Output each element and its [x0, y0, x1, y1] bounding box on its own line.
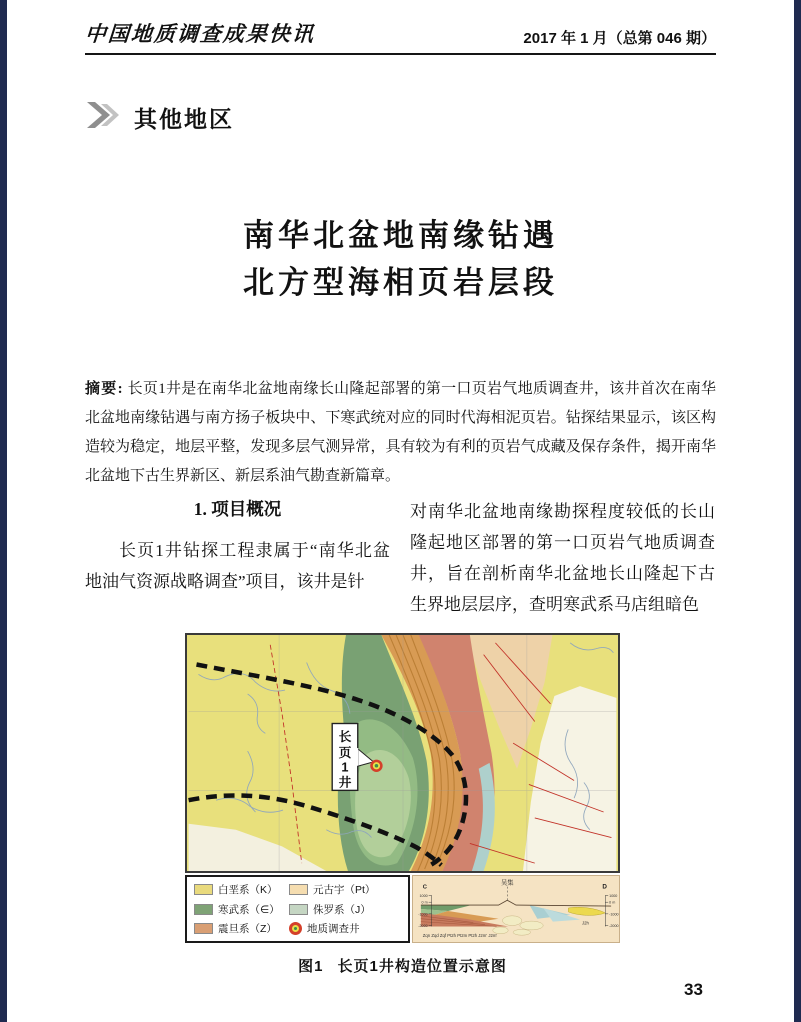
svg-text:-1000: -1000 [609, 912, 619, 917]
page-header [85, 18, 716, 55]
svg-text:D: D [602, 883, 607, 891]
map-legend [185, 875, 410, 943]
figure-bottom-row [185, 875, 620, 943]
svg-text:页: 页 [338, 744, 352, 760]
left-column [85, 496, 390, 620]
svg-text:-2000: -2000 [418, 923, 428, 928]
well-marker [372, 761, 382, 771]
double-chevron-icon [85, 100, 123, 135]
svg-text:1: 1 [341, 759, 349, 775]
section-heading [85, 100, 234, 135]
cross-section-svg [412, 875, 620, 943]
svg-text:1000: 1000 [609, 893, 618, 898]
legend-label: 地质调查井 [306, 923, 360, 935]
page-edge-bar-left [0, 0, 7, 1022]
svg-text:J2h: J2h [582, 920, 589, 926]
abstract-text: 长页1井是在南华北盆地南缘长山隆起部署的第一口页岩气地质调查井，该井首次在南华北盆地南缘钻遇与南方扬子板块中、下寒武统对应的同时代海相泥页岩。钻探结果显示，该区构造较为稳定，地层平整，发现多层气测异常，具有较为有利的页岩气成藏及保存条件，揭开南华北盆地下古生界新区、新层系油气勘查新篇章。 [85, 381, 717, 484]
legend-swatch-k [194, 884, 213, 895]
legend-label: 白垩系（K） [218, 884, 278, 896]
legend-swatch-j [289, 904, 308, 915]
body-columns [85, 496, 716, 620]
article-title [85, 212, 716, 306]
article-title-line2: 北方型海相页岩层段 [243, 265, 558, 300]
legend-label: 震旦系（Z） [218, 923, 277, 935]
legend-label: 寒武系（∈） [218, 903, 280, 916]
geological-map [185, 633, 620, 873]
abstract-label: 摘要: [85, 381, 124, 397]
legend-label: 元古宇（Pt） [312, 884, 376, 896]
page-edge-bar-right [794, 0, 801, 1022]
legend-item [289, 882, 401, 897]
legend-item [194, 882, 289, 897]
legend-label: 侏罗系（J） [312, 903, 371, 916]
legend-item [194, 921, 289, 936]
section-heading-label: 其他地区 [134, 107, 234, 132]
abstract-paragraph [85, 375, 716, 491]
newsletter-brand: 中国地质调查成果快讯 [84, 21, 316, 46]
svg-text:-1000: -1000 [418, 912, 428, 917]
figure-caption-number: 图1 [298, 958, 324, 975]
legend-item [289, 902, 401, 917]
svg-text:井: 井 [338, 774, 352, 790]
svg-text:Zqn Zqd Zqf Pt2h Pt2m Pt2h: Zqn Zqd Zqf Pt2h Pt2m Pt2h J2m' J2m' [422, 933, 498, 939]
legend-item [289, 921, 401, 936]
svg-text:长: 长 [338, 729, 352, 745]
svg-text:吴集: 吴集 [500, 879, 514, 887]
figure-caption-text: 长页1井构造位置示意图 [337, 958, 507, 975]
legend-swatch-z [194, 923, 213, 934]
svg-text:C: C [422, 884, 428, 891]
legend-swatch-cambrian [194, 904, 213, 915]
svg-text:1000: 1000 [419, 893, 428, 898]
article-title-line1: 南华北盆地南缘钻遇 [243, 218, 558, 253]
figure-1 [185, 633, 620, 976]
left-column-paragraph: 长页1井钻探工程隶属于“南华北盆地油气资源战略调查”项目，该井是针 [85, 541, 390, 591]
svg-text:0 m: 0 m [421, 900, 428, 905]
issue-info: 2017 年 1 月（总第 046 期） [523, 30, 716, 47]
page-number: 33 [684, 980, 703, 999]
geological-map-svg [187, 635, 618, 871]
right-column-paragraph: 对南华北盆地南缘勘探程度较低的长山隆起地区部署的第一口页岩气地质调查井，旨在剖析南华北盆地长山隆起下古生界地层层序，查明寒武系马店组暗色 [410, 502, 715, 614]
right-column [410, 496, 715, 620]
body-section-heading: 1. 项目概况 [193, 499, 282, 519]
svg-text:0 m: 0 m [609, 900, 616, 905]
figure-caption [185, 955, 620, 976]
svg-text:-2000: -2000 [609, 923, 619, 928]
well-icon [289, 922, 302, 935]
legend-item [194, 902, 289, 917]
legend-swatch-pt [289, 884, 308, 895]
